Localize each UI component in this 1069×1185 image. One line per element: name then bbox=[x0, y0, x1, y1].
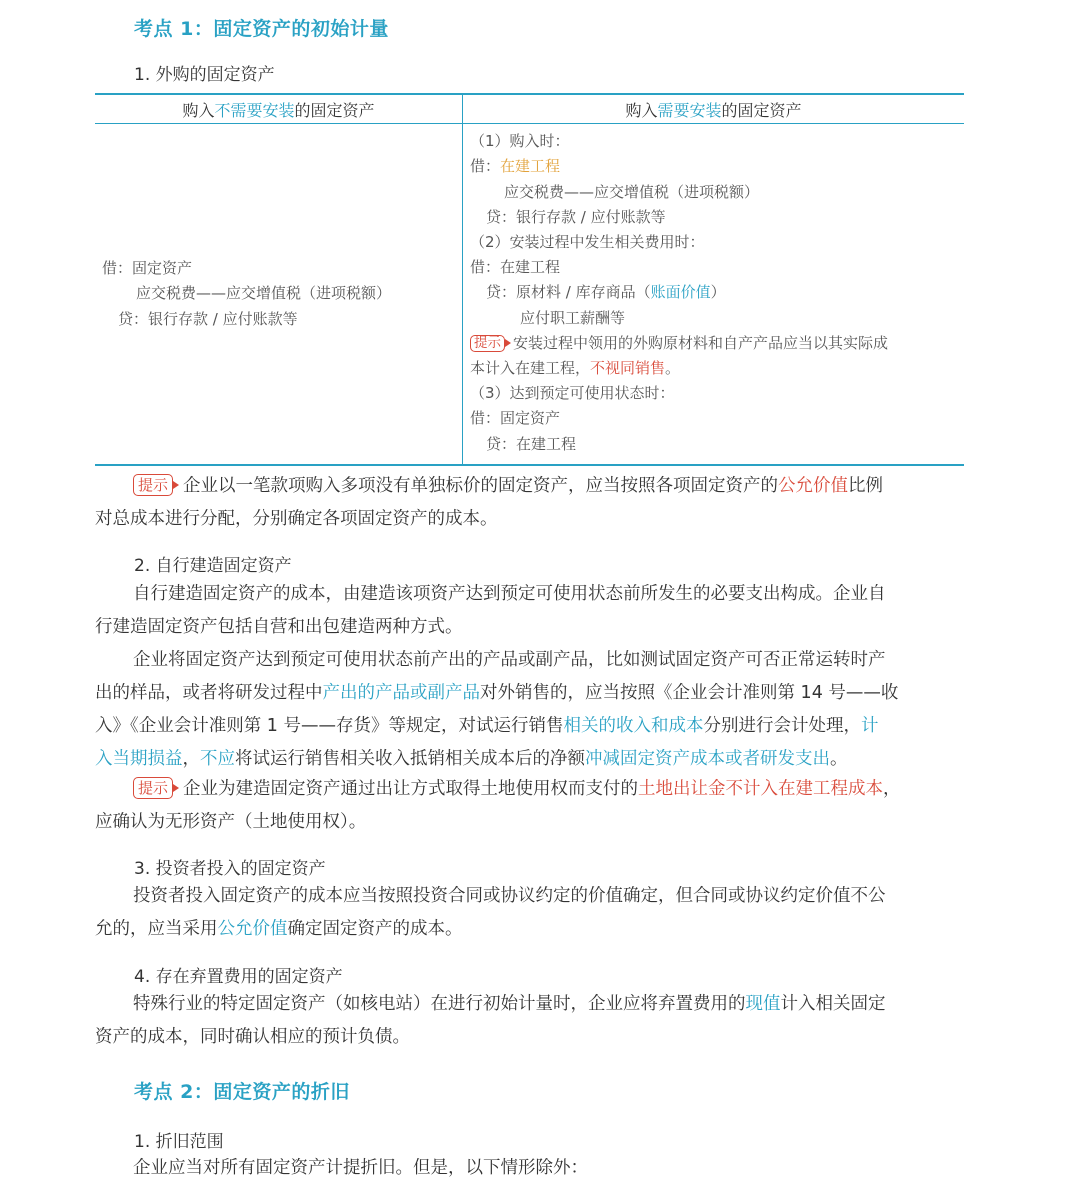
entry-line: （3）达到预定可使用状态时： bbox=[470, 384, 675, 403]
entry-line: 贷：银行存款 / 应付账款等 bbox=[486, 207, 666, 226]
paragraph-self-built-cost: 自行建造固定资产的成本，由建造该项资产达到预定可使用状态前所发生的必要支出构成。企业自 行建造固定资产包括自营和出包建造两种方式。 bbox=[95, 584, 886, 637]
journal-table bbox=[95, 93, 964, 466]
entry-line: 应付职工薪酬等 bbox=[520, 308, 626, 327]
entry-line: 贷：原材料 / 库存商品（账面价值） bbox=[486, 283, 726, 302]
paragraph-investor: 投资者投入固定资产的成本应当按照投资合同或协议约定的价值确定，但合同或协议约定价值不公 允的，应当采用公允价值确定固定资产的成本。 bbox=[95, 886, 886, 939]
tip-paragraph-fair-value: 提示 企业以一笔款项购入多项没有单独标价的固定资产，应当按照各项固定资产的公允价值比例 对总成本进行分配，分别确定各项固定资产的成本。 bbox=[95, 476, 884, 529]
entry-line: 借：在建工程 bbox=[470, 258, 561, 277]
entry-line: （1）购入时： bbox=[470, 132, 570, 151]
entry-line: 借：固定资产 bbox=[470, 409, 561, 428]
section2-title: 考点 2：固定资产的折旧 bbox=[134, 1081, 350, 1103]
tip-badge: 提示 bbox=[133, 474, 173, 496]
tip-badge: 提示 bbox=[133, 777, 173, 799]
paragraph-depreciation: 企业应当对所有固定资产计提折旧。但是，以下情形除外： bbox=[133, 1158, 588, 1178]
entry-line: 借：在建工程 bbox=[470, 157, 561, 176]
entry-line: 借：固定资产 bbox=[102, 259, 193, 278]
cell-install-entries bbox=[463, 124, 965, 466]
subheading-self-built: 2. 自行建造固定资产 bbox=[134, 556, 292, 576]
entry-line: 提示 安装过程中领用的外购原材料和自产产品应当以其实际成 bbox=[470, 331, 964, 356]
tip-badge: 提示 bbox=[470, 335, 505, 352]
subheading-purchased: 1. 外购的固定资产 bbox=[134, 65, 275, 85]
tip-paragraph-land: 提示 企业为建造固定资产通过出让方式取得土地使用权而支付的土地出让金不计入在建工程成本， 应确认为无形资产（土地使用权）。 bbox=[95, 779, 901, 832]
entry-line: 应交税费——应交增值税（进项税额） bbox=[136, 284, 392, 303]
paragraph-disposal: 特殊行业的特定固定资产（如核电站）在进行初始计量时，企业应将弃置费用的现值计入相关固定 资产的成本，同时确认相应的预计负债。 bbox=[95, 994, 886, 1047]
entry-line: 应交税费——应交增值税（进项税额） bbox=[504, 182, 760, 201]
entry-line: 本计入在建工程，不视同销售。 bbox=[470, 359, 681, 377]
paragraph-trial-sales: 企业将固定资产达到预定可使用状态前产出的产品或副产品，比如测试固定资产可否正常运转时产 出的样品，或者将研发过程中产出的产品或副产品对外销售的，应当按照《企业会计准则第 14 号——收 入》《企业会计准则第 1 号——存货》等规定，对试运行销售相关的收入和成本分别进行会计处理，计 入当期损益，不应将试运行销售相关收入抵销相关成本后的净额冲减固定资产成本或者研发支出。 bbox=[95, 650, 899, 769]
subheading-depreciation-scope: 1. 折旧范围 bbox=[134, 1132, 224, 1152]
subheading-investor: 3. 投资者投入的固定资产 bbox=[134, 859, 326, 879]
entry-line: 贷：在建工程 bbox=[486, 434, 577, 453]
col-header-no-install: 购入不需要安装的固定资产 bbox=[95, 94, 463, 124]
entry-line: （2）安装过程中发生相关费用时： bbox=[470, 232, 705, 251]
subheading-disposal: 4. 存在弃置费用的固定资产 bbox=[134, 967, 343, 987]
entry-line: 贷：银行存款 / 应付账款等 bbox=[118, 309, 298, 328]
section1-title: 考点 1：固定资产的初始计量 bbox=[134, 18, 389, 40]
cell-no-install-entries bbox=[95, 124, 463, 466]
col-header-install: 购入需要安装的固定资产 bbox=[463, 94, 965, 124]
